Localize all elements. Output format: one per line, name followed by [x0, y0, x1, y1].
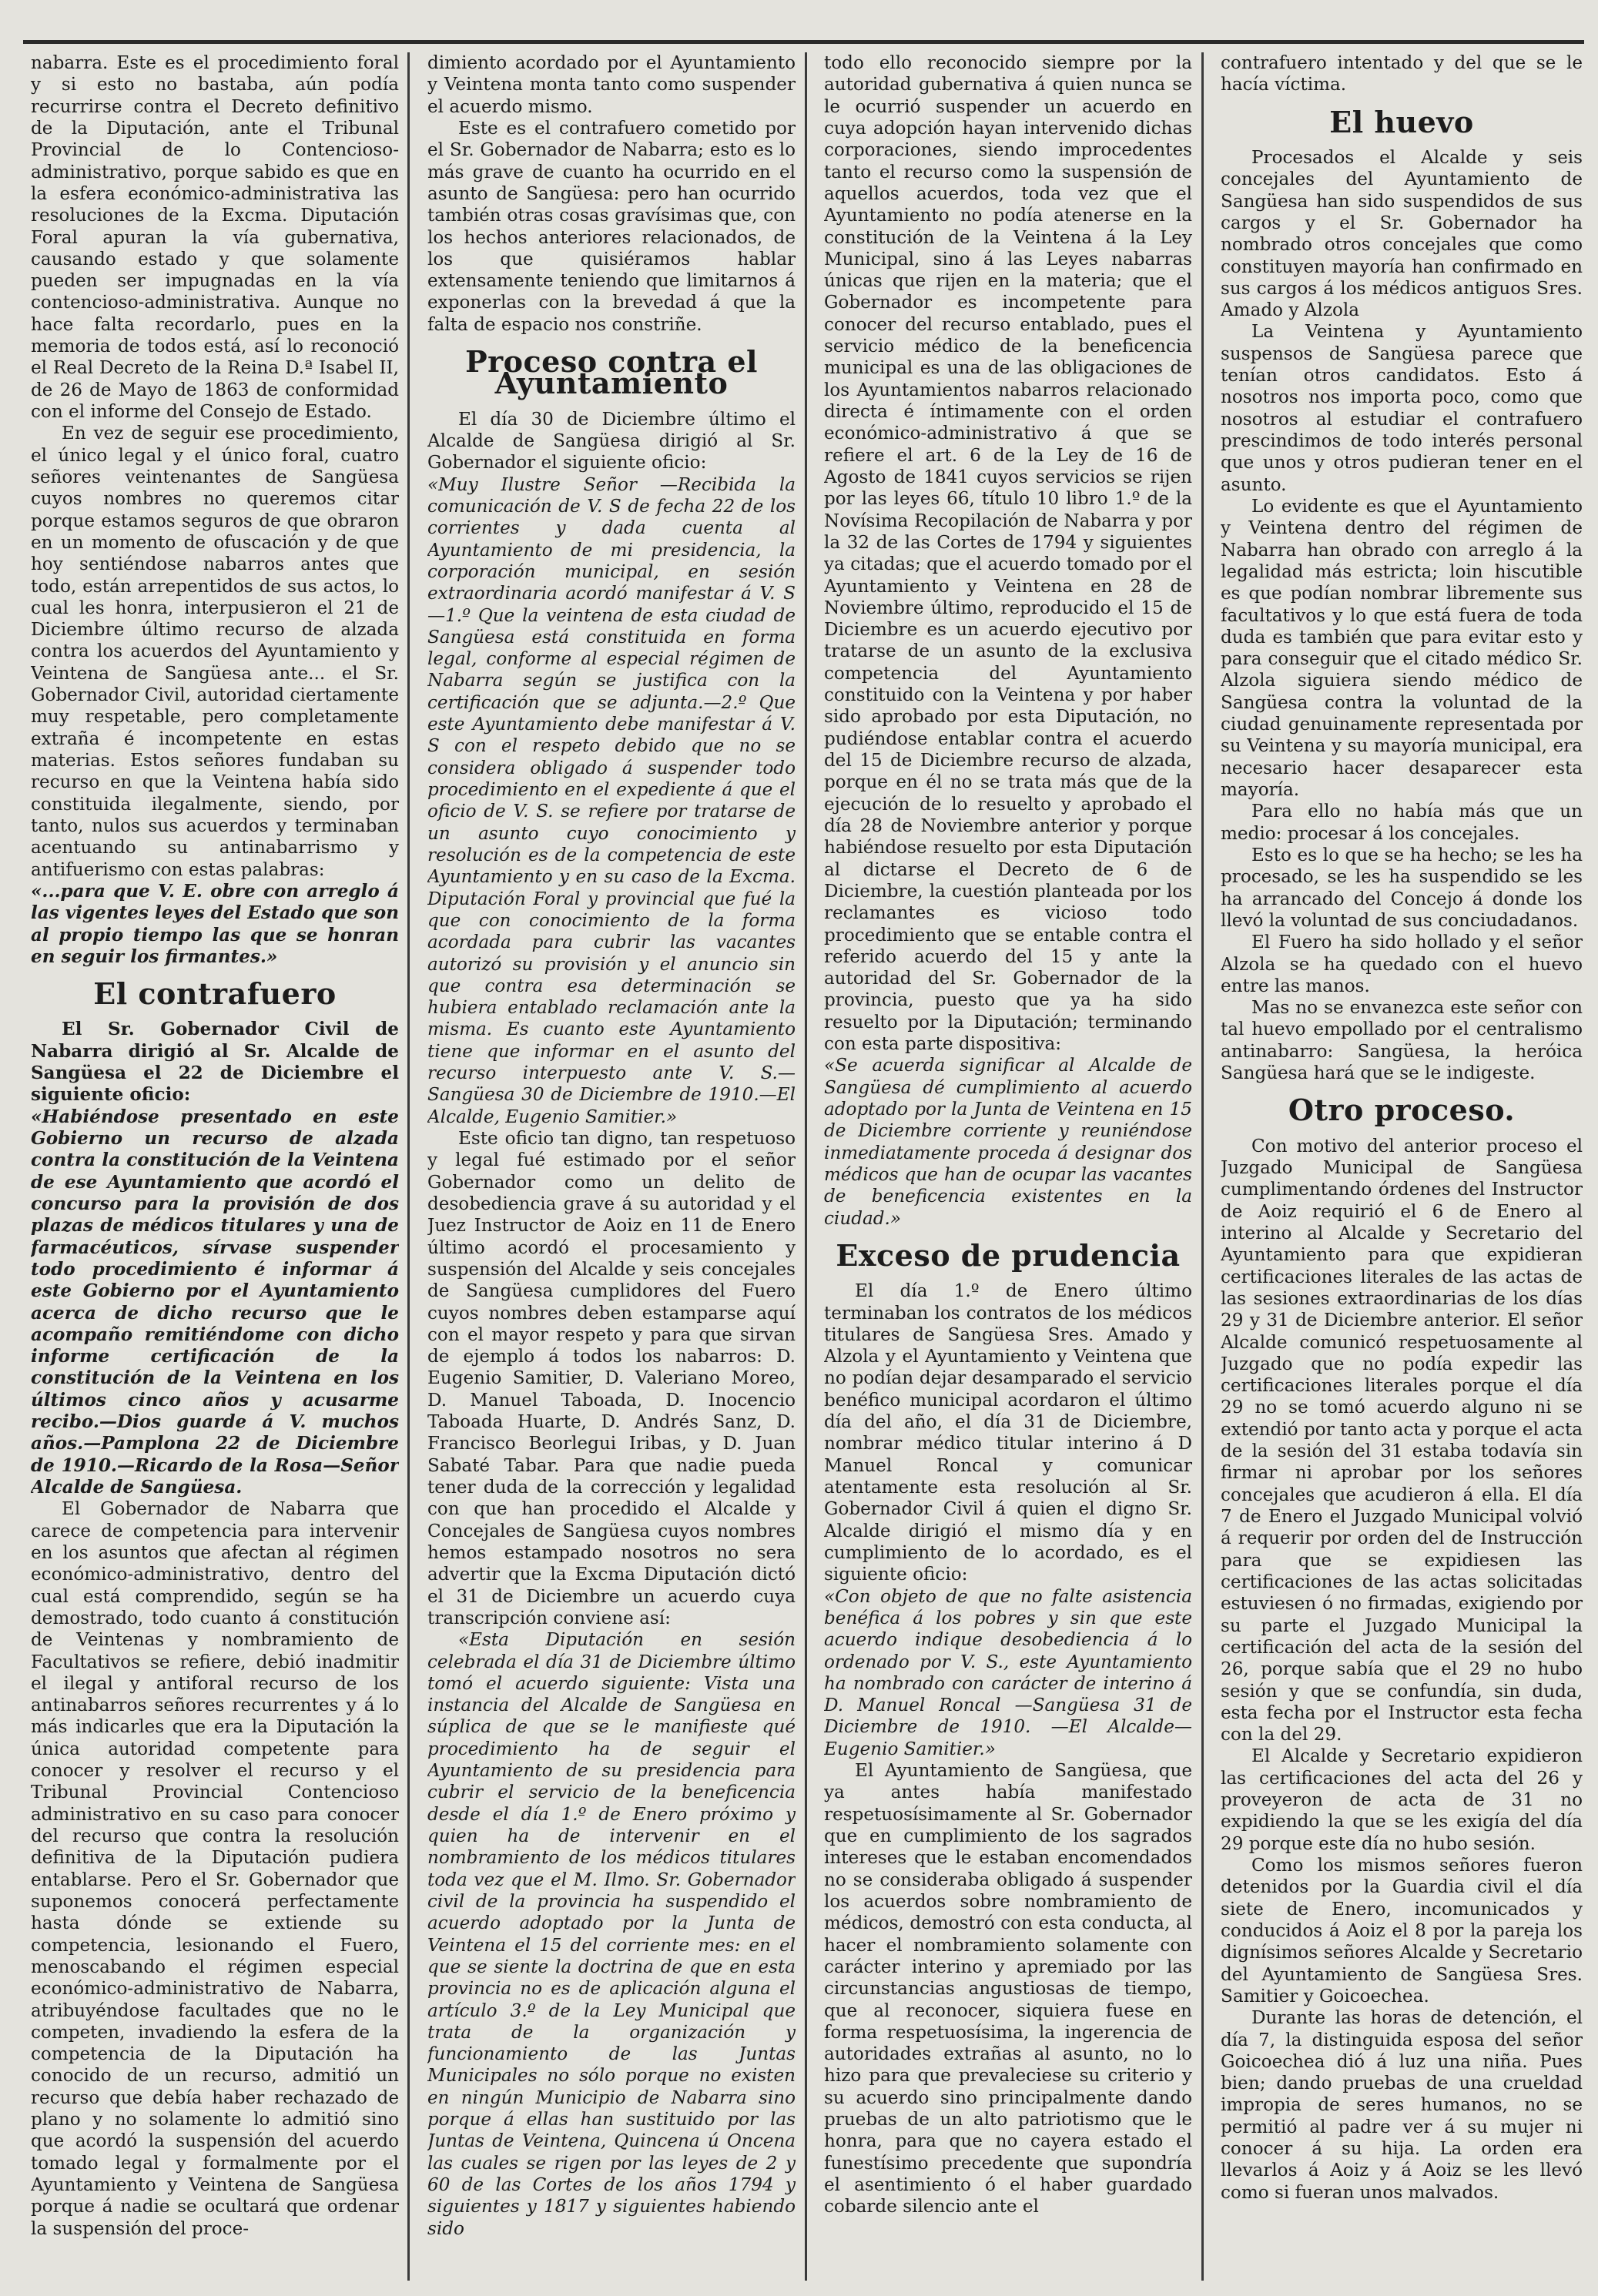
paragraph: El Sr. Gobernador Civil de Nabarra dirigió al Sr. Alcalde de Sangüesa el 22 de Diciembre el siguiente oficio: [31, 1019, 399, 1106]
top-rule [23, 40, 1584, 44]
column-3 [824, 52, 1192, 2281]
section-heading: El huevo [1329, 104, 1474, 139]
column-1 [31, 52, 399, 2281]
paragraph: El Fuero ha sido hollado y el señor Alzola se ha quedado con el huevo entre las manos. [1221, 932, 1583, 996]
column-divider [407, 52, 410, 2281]
column-4 [1221, 52, 1583, 2281]
paragraph: El día 1.º de Enero último terminaban los contratos de los médicos titulares de Sangüesa Sres. Amado y Alzola y el Ayuntamiento y Veintena que no podían dejar desamparado el servicio benéfico municipal acordaron el último día del año, el día 31 de Diciembre, nombrar médico titular interino á D Manuel Roncal y comunicar atentamente esta resolución al Sr. Gobernador Civil á quien el digno Sr. Alcalde dirigió el mismo día y en cumplimiento de lo acordado, es el siguiente oficio: [824, 1281, 1192, 1585]
paragraph: todo ello reconocido siempre por la autoridad gubernativa á quien nunca se le ocurrió suspender un acuerdo en cuya adopción hayan intervenido dichas corporaciones, siendo improcedentes tanto el recurso como la suspensión de aquellos acuerdos, toda vez que el Ayuntamiento no podía atenerse en la constitución de la Veintena á la Ley Municipal, sino á las Leyes nabarras únicas que rijen en la materia; que el Gobernador es incompetente para conocer del recurso entablado, pues el servicio médico de la beneficencia municipal es una de las obligaciones de los Ayuntamientos nabarros relacionado directa é íntimamente con el orden económico-administrativo á que se refiere el art. 6 de la Ley de 16 de Agosto de 1841 cuyos servicios se rijen por las leyes 66, título 10 libro 1.º de la Novísima Recopilación de Nabarra y por la 32 de las Cortes de 1794 y siguientes ya citadas; que el acuerdo tomado por el Ayuntamiento y Veintena en 28 de Noviembre último, reproducido el 15 de Diciembre es un acuerdo ejecutivo por tratarse de un asunto de la exclusiva competencia del Ayuntamiento constituido con la Veintena y por haber sido aprobado por esta Diputación, no pudiéndose entablar contra el acuerdo del 15 de Diciembre recurso de alzada, porque en él no se trata más que de la ejecución de lo resuelto y aprobado el día 28 de Noviembre anterior y porque habiéndose resuelto por esta Diputación al dictarse el Decreto de 6 de Diciembre, la cuestión planteada por los reclamantes es vicioso todo procedimiento que se entable contra el referido acuerdo del 15 y ante la autoridad del Sr. Gobernador de la provincia, puesto que ya ha sido resuelto por la Diputación; terminando con esta parte dispositiva: [824, 53, 1192, 1055]
paragraph: dimiento acordado por el Ayuntamiento y Veintena monta tanto como suspender el acuerdo mismo. [427, 53, 796, 117]
paragraph: nabarra. Este es el procedimiento foral y si esto no bastaba, aún podía recurrirse contra el Decreto definitivo de la Diputación, ante el Tribunal Provincial de lo Contencioso-administrativo, porque sabido es que en la esfera económico-administrativa las resoluciones de la Excma. Diputación Foral apuran la vía gubernativa, causando estado y que solamente pueden ser impugnadas en la vía contencioso-administrativa. Aunque no hace falta recordarlo, pues en la memoria de todos está, así lo reconoció el Real Decreto de la Reina D.ª Isabel II, de 26 de Mayo de 1863 de conformidad con el informe del Consejo de Estado. [31, 53, 399, 422]
column-2 [427, 52, 796, 2281]
paragraph: Este es el contrafuero cometido por el Sr. Gobernador de Nabarra; esto es lo más grave de cuanto ha ocurrido en el asunto de Sangüesa: pero han ocurrido también otras cosas gravísimas que, con los hechos anteriores relacionados, de los que quisiéramos hablar extensamente teniendo que limitarnos á exponerlas con la brevedad á que la falta de espacio nos constriñe. [427, 118, 796, 335]
paragraph: Esto es lo que se ha hecho; se les ha procesado, se les ha suspendido se les ha arrancado del Concejo á donde los llevó la voluntad de sus conciudadanos. [1221, 845, 1583, 931]
paragraph: Como los mismos señores fueron detenidos por la Guardia civil el día siete de Enero, incomunicados y conducidos á Aoiz el 8 por la pareja los dignísimos señores Alcalde y Secretario del Ayuntamiento de Sangüesa Sres. Samitier y Goicoechea. [1221, 1856, 1583, 2006]
section-heading: Otro proceso. [1288, 1093, 1516, 1128]
column-divider [1201, 52, 1204, 2281]
quote: «Esta Diputación en sesión celebrada el día 31 de Diciembre último tomó el acuerdo siguiente: Vista una instancia del Alcalde de Sangüesa en súplica de que se le manifieste qué procedimiento ha de seguir el Ayuntamiento de su presidencia para cubrir el servicio de la beneficencia desde el día 1.º de Enero próximo y quien ha de intervenir en el nombramiento de los médicos titulares toda vez que el M. Ilmo. Sr. Gobernador civil de la provincia ha suspendido el acuerdo adoptado por la Junta de Veintena el 15 del corriente mes: en el que se siente la doctrina de que en esta provincia no es de aplicación alguna el artículo 3.º de la Ley Municipal que trata de la organización y funcionamiento de las Juntas Municipales no sólo porque no existen en ningún Municipio de Nabarra sino porque á ellas han sustituido por las Juntas de Veintena, Quincena ú Oncena las cuales se rigen por las leyes de 2 y 60 de las Cortes de los años 1794 y siguientes y 1817 y siguientes habiendo sido [427, 1630, 796, 2239]
paragraph: El Gobernador de Nabarra que carece de competencia para intervenir en los asuntos que afectan al régimen económico-administrativo, dentro del cual está comprendido, según se ha demostrado, todo cuanto á constitución de Veintenas y nombramiento de Facultativos se refiere, debió inadmitir el ilegal y antiforal recurso de los antinabarros señores recurrentes y á lo más indicarles que era la Diputación la única autoridad competente para conocer y resolver el recurso y el Tribunal Provincial Contencioso administrativo en su caso para conocer del recurso que contra la resolución definitiva de la Diputación pudiera entablarse. Pero el Sr. Gobernador que suponemos conocerá perfectamente hasta dónde se extiende su competencia, lesionando el Fuero, menoscabando el régimen especial económico-administrativo de Nabarra, atribuyéndose facultades que no le competen, invadiendo la esfera de la competencia de la Diputación ha conocido de un recurso, admitió un recurso que debía haber rechazado de plano y no solamente lo admitió sino que acordó la suspensión del acuerdo tomado legal y formalmente por el Ayuntamiento y Veintena de Sangüesa porque á nadie se ocultará que ordenar la suspensión del proce- [31, 1499, 399, 2239]
column-divider [805, 52, 807, 2281]
quote: «Se acuerda significar al Alcalde de Sangüesa dé cumplimiento al acuerdo adoptado por la Junta de Veintena en 15 de Diciembre corriente y reuniéndose inmediatamente proceda á designar dos médicos que han de ocupar las vacantes de beneficencia existentes en la ciudad.» [824, 1056, 1192, 1229]
paragraph: En vez de seguir ese procedimiento, el único legal y el único foral, cuatro señores veintenantes de Sangüesa cuyos nombres no queremos citar porque estamos seguros de que obraron en un momento de ofuscación y de que hoy sentiéndose nabarros antes que todo, están arrepentidos de sus actos, lo cual les honra, interpusieron el 21 de Diciembre último recurso de alzada contra los acuerdos del Ayuntamiento y Veintena de Sangüesa ante... el Sr. Gobernador Civil, autoridad ciertamente muy respetable, pero completamente extraña é incompetente en estas materias. Estos señores fundaban su recurso en que la Veintena había sido constituida ilegalmente, siendo, por tanto, nulos sus acuerdos y terminaban acentuando su antinabarrismo y antifuerismo con estas palabras: [31, 423, 399, 880]
paragraph: Procesados el Alcalde y seis concejales del Ayuntamiento de Sangüesa han sido suspendidos de sus cargos y el Sr. Gobernador ha nombrado otros concejales que como constituyen mayoría han confirmado en sus cargos á los médicos antiguos Sres. Amado y Alzola [1221, 147, 1583, 321]
paragraph: Para ello no había más que un medio: procesar á los concejales. [1221, 802, 1583, 844]
paragraph: Con motivo del anterior proceso el Juzgado Municipal de Sangüesa cumplimentando órdenes del Instructor de Aoiz requirió el 6 de Enero al interino al Alcalde y Secretario del Ayuntamiento para que expidieran certificaciones literales de las actas de las sesiones extraordinarias de los días 29 y 31 de Diciembre anterior. El señor Alcalde comunicó respetuosamente al Juzgado que no podía expedir las certificaciones literales porque el día 29 no se tomó acuerdo alguno ni se extendió por tanto acta y porque el acta de la sesión del 31 estaba todavía sin firmar ni aprobar por los señores concejales que acudieron á ella. El día 7 de Enero el Juzgado Municipal volvió á requerir por orden del de Instrucción para que se expidiesen las certificaciones de las actas solicitadas estuviesen ó no firmadas, exigiendo por su parte el Juzgado Municipal la certificación del acta de la sesión del 26, porque sabía que el 29 no hubo sesión y que se confundía, sin duda, esta fecha por el Instructor esta fecha con la del 29. [1221, 1136, 1583, 1745]
quote: «Habiéndose presentado en este Gobierno un recurso de alzada contra la constitución de la Veintena de ese Ayuntamiento que acordó el concurso para la provisión de dos plazas de médicos titulares y una de farmacéuticos, sírvase suspender todo procedimiento é informar á este Gobierno por el Ayuntamiento acerca de dicho recurso que le acompaño remitiéndome con dicho informe certificación de la constitución de la Veintena en los últimos cinco años y acusarme recibo.—Dios guarde á V. muchos años.—Pamplona 22 de Diciembre de 1910.—Ricardo de la Rosa—Señor Alcalde de Sangüesa. [31, 1106, 399, 1498]
quote: «Con objeto de que no falte asistencia benéfica á los pobres y sin que este acuerdo indique desobediencia á lo ordenado por V. S., este Ayuntamiento ha nombrado con carácter de interino á D. Manuel Roncal —Sangüesa 31 de Diciembre de 1910. —El Alcalde—Eugenio Samitier.» [824, 1586, 1192, 1759]
quote: «Muy Ilustre Señor —Recibida la comunicación de V. S de fecha 22 de los corrientes y dada cuenta al Ayuntamiento de mi presidencia, la corporación municipal, en sesión extraordinaria acordó manifestar á V. S —1.º Que la veintena de esta ciudad de Sangüesa está constituida en forma legal, conforme al especial régimen de Nabarra según se justifica con la certificación que se adjunta.—2.º Que este Ayuntamiento debe manifestar á V. S con el respeto debido que no se considera obligado á suspender todo procedimiento en el expediente á que el oficio de V. S. se refiere por tratarse de un asunto cuyo conocimiento y resolución es de la competencia de este Ayuntamiento y en su caso de la Excma. Diputación Foral y provincial que fué la que con conocimiento de la forma acordada para cubrir las vacantes autorizó su provisión y el anuncio sin que contra esa determinación se hubiera entablado reclamación ante la misma. Es cuanto este Ayuntamiento tiene que informar en el asunto del recurso interpuesto ante V. S.—Sangüesa 30 de Diciembre de 1910.—El Alcalde, Eugenio Samitier.» [427, 474, 796, 1127]
paragraph: El día 30 de Diciembre último el Alcalde de Sangüesa dirigió al Sr. Gobernador el siguiente oficio: [427, 409, 796, 474]
paragraph: Mas no se envanezca este señor con tal huevo empollado por el centralismo antinabarro: Sangüesa, la heróica Sangüesa hará que se le indigeste. [1221, 998, 1583, 1084]
quote: «...para que V. E. obre con arreglo á las vigentes leyes del Estado que son al propio tiempo las que se honran en seguir los firmantes.» [31, 880, 399, 967]
paragraph: Este oficio tan digno, tan respetuoso y legal fué estimado por el señor Gobernador como un delito de desobediencia grave á su autoridad y el Juez Instructor de Aoiz en 11 de Enero último acordó el procesamiento y suspensión del Alcalde y seis concejales de Sangüesa cumplidores del Fuero cuyos nombres deben estamparse aquí con el mayor respeto y para que sirvan de ejemplo á todos los nabarros: D. Eugenio Samitier, D. Valeriano Moreo, D. Manuel Taboada, D. Inocencio Taboada Huarte, D. Andrés Sanz, D. Francisco Beorlegui Iribas, y D. Juan Sabaté Tabar. Para que nadie pueda tener duda de la corrección y legalidad con que han procedido el Alcalde y Concejales de Sangüesa cuyos nombres hemos estampado nosotros no sera advertir que la Excma Diputación dictó el 31 de Diciembre un acuerdo cuya transcripción conviene así: [427, 1129, 796, 1628]
paragraph: contrafuero intentado y del que se le hacía víctima. [1221, 53, 1583, 95]
section-heading: Exceso de prudencia [836, 1237, 1181, 1273]
paragraph: La Veintena y Ayuntamiento suspensos de Sangüesa parece que tenían otros candidatos. Esto á nosotros nos importa poco, como que nosotros al estudiar el contrafuero prescindimos de todo interés personal que unos y otros pudieran tener en el asunto. [1221, 322, 1583, 495]
section-heading: El contrafuero [93, 976, 337, 1012]
paragraph: Durante las horas de detención, el día 7, la distinguida esposa del señor Goicoechea dió á luz una niña. Pues bien; dando pruebas de una crueldad impropia de seres humanos, no se permitió al padre ver á su mujer ni conocer á su hija. La orden era llevarlos á Aoiz y á Aoiz se les llevó como si fueran unos malvados. [1221, 2008, 1583, 2203]
section-heading: Proceso contra el Ayuntamiento [465, 344, 758, 401]
paragraph: El Alcalde y Secretario expidieron las certificaciones del acta del 26 y proveyeron de acta de 31 no expidiendo la que se les exigía del día 29 porque este día no hubo sesión. [1221, 1746, 1583, 1854]
paragraph: Lo evidente es que el Ayuntamiento y Veintena dentro del régimen de Nabarra han obrado con arreglo á la legalidad más estricta; loin hiscutible es que podían nombrar libremente sus facultativos y lo que está fuera de toda duda es también que para evitar esto y para conseguir que el citado médico Sr. Alzola siguiera siendo médico de Sangüesa contra la voluntad de la ciudad genuinamente representada por su Veintena y su mayoría municipal, era necesario hacer desaparecer esta mayoría. [1221, 496, 1583, 800]
paragraph: El Ayuntamiento de Sangüesa, que ya antes había manifestado respetuosísimamente al Sr. Gobernador que en cumplimiento de los sagrados intereses que le estaban encomendados no se consideraba obligado á suspender los acuerdos sobre nombramiento de médicos, demostró con esta conducta, al hacer el nombramiento solamente con carácter interino y apremiado por las circunstancias angustiosas de tiempo, que al reconocer, siquiera fuese en forma respetuosísima, la ingerencia de autoridades extrañas al asunto, no lo hizo para que prevaleciese su criterio y su acuerdo sino principalmente dando pruebas de un alto patriotismo que le honra, para que no cayera estado el funestísimo precedente que supondría el asentimiento ó el haber guardado cobarde silencio ante el [824, 1761, 1192, 2217]
